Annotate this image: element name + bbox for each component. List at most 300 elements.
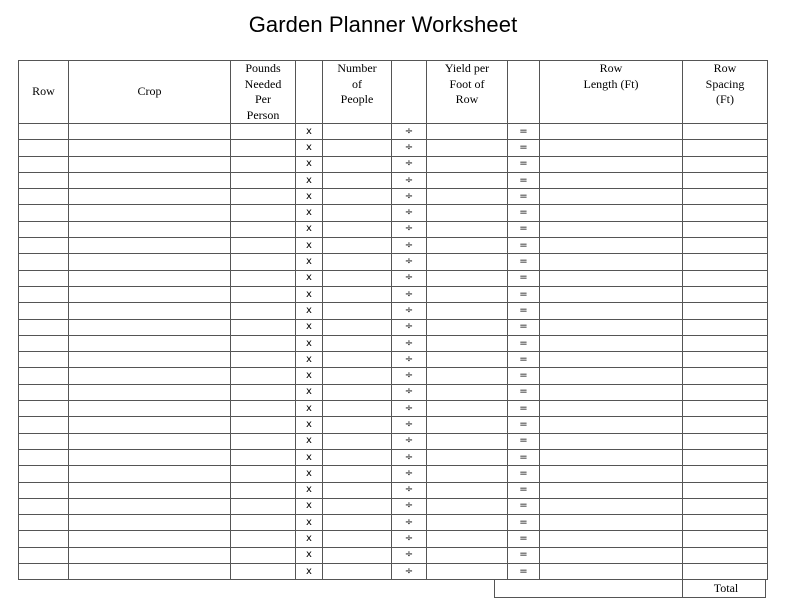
cell-pounds-needed[interactable] xyxy=(231,531,296,547)
cell-row-length[interactable] xyxy=(540,368,683,384)
cell-number-of-people[interactable] xyxy=(323,449,392,465)
table-row xyxy=(19,124,768,140)
cell-equals: = xyxy=(508,352,540,368)
cell-yield-per-foot[interactable] xyxy=(427,547,508,563)
cell-row-number[interactable] xyxy=(19,482,69,498)
table-row xyxy=(19,221,768,237)
cell-number-of-people[interactable] xyxy=(323,172,392,188)
cell-crop[interactable] xyxy=(69,433,231,449)
cell-row-length[interactable] xyxy=(540,417,683,433)
cell-equals: = xyxy=(508,254,540,270)
cell-pounds-needed[interactable] xyxy=(231,498,296,514)
cell-row-number[interactable] xyxy=(19,417,69,433)
cell-row-length[interactable] xyxy=(540,205,683,221)
cell-pounds-needed[interactable] xyxy=(231,270,296,286)
cell-number-of-people[interactable] xyxy=(323,417,392,433)
cell-row-length[interactable] xyxy=(540,531,683,547)
cell-pounds-needed[interactable] xyxy=(231,368,296,384)
cell-row-number[interactable] xyxy=(19,286,69,302)
cell-multiply: x xyxy=(296,319,323,335)
cell-crop[interactable] xyxy=(69,124,231,140)
cell-number-of-people[interactable] xyxy=(323,564,392,580)
cell-row-length[interactable] xyxy=(540,352,683,368)
cell-yield-per-foot[interactable] xyxy=(427,189,508,205)
header-people-line-2: of xyxy=(352,76,362,91)
cell-row-number[interactable] xyxy=(19,189,69,205)
cell-row-spacing[interactable] xyxy=(683,303,768,319)
header-divide-gap xyxy=(392,61,427,124)
table-row xyxy=(19,335,768,351)
cell-row-spacing[interactable] xyxy=(683,368,768,384)
cell-row-length[interactable] xyxy=(540,140,683,156)
cell-equals: = xyxy=(508,368,540,384)
cell-row-spacing[interactable] xyxy=(683,205,768,221)
header-pounds-needed xyxy=(231,61,296,124)
cell-equals: = xyxy=(508,384,540,400)
total-label: Total xyxy=(713,581,739,595)
table-row xyxy=(19,482,768,498)
cell-row-number[interactable] xyxy=(19,221,69,237)
cell-row-spacing[interactable] xyxy=(683,466,768,482)
cell-number-of-people[interactable] xyxy=(323,368,392,384)
cell-row-length[interactable] xyxy=(540,270,683,286)
cell-row-length[interactable] xyxy=(540,254,683,270)
cell-row-spacing[interactable] xyxy=(683,270,768,286)
header-length-line-2: Length (Ft) xyxy=(583,76,639,91)
cell-crop[interactable] xyxy=(69,270,231,286)
header-row-length xyxy=(540,61,683,124)
cell-crop[interactable] xyxy=(69,547,231,563)
cell-number-of-people[interactable] xyxy=(323,286,392,302)
cell-yield-per-foot[interactable] xyxy=(427,466,508,482)
cell-crop[interactable] xyxy=(69,189,231,205)
table-row xyxy=(19,384,768,400)
table-row xyxy=(19,401,768,417)
header-people-line-1: Number xyxy=(337,61,377,75)
cell-pounds-needed[interactable] xyxy=(231,172,296,188)
cell-row-length[interactable] xyxy=(540,238,683,254)
cell-crop[interactable] xyxy=(69,140,231,156)
cell-yield-per-foot[interactable] xyxy=(427,286,508,302)
table-row xyxy=(19,368,768,384)
cell-yield-per-foot[interactable] xyxy=(427,205,508,221)
cell-pounds-needed[interactable] xyxy=(231,449,296,465)
table-row xyxy=(19,172,768,188)
cell-yield-per-foot[interactable] xyxy=(427,433,508,449)
cell-row-spacing[interactable] xyxy=(683,482,768,498)
cell-multiply: x xyxy=(296,384,323,400)
cell-yield-per-foot[interactable] xyxy=(427,124,508,140)
cell-row-spacing[interactable] xyxy=(683,515,768,531)
cell-number-of-people[interactable] xyxy=(323,498,392,514)
cell-crop[interactable] xyxy=(69,205,231,221)
cell-divide: ÷ xyxy=(392,270,427,286)
cell-row-number[interactable] xyxy=(19,270,69,286)
cell-number-of-people[interactable] xyxy=(323,531,392,547)
cell-equals: = xyxy=(508,547,540,563)
cell-yield-per-foot[interactable] xyxy=(427,238,508,254)
cell-pounds-needed[interactable] xyxy=(231,205,296,221)
cell-multiply: x xyxy=(296,238,323,254)
cell-multiply: x xyxy=(296,286,323,302)
cell-row-number[interactable] xyxy=(19,531,69,547)
cell-pounds-needed[interactable] xyxy=(231,286,296,302)
cell-divide: ÷ xyxy=(392,482,427,498)
cell-number-of-people[interactable] xyxy=(323,466,392,482)
cell-row-number[interactable] xyxy=(19,547,69,563)
cell-multiply: x xyxy=(296,449,323,465)
cell-pounds-needed[interactable] xyxy=(231,482,296,498)
cell-row-spacing[interactable] xyxy=(683,547,768,563)
cell-row-number[interactable] xyxy=(19,172,69,188)
cell-divide: ÷ xyxy=(392,433,427,449)
cell-row-length[interactable] xyxy=(540,189,683,205)
header-pounds-line-3: Per xyxy=(255,92,271,106)
cell-crop[interactable] xyxy=(69,221,231,237)
cell-divide: ÷ xyxy=(392,564,427,580)
cell-row-spacing[interactable] xyxy=(683,140,768,156)
cell-pounds-needed[interactable] xyxy=(231,221,296,237)
cell-crop[interactable] xyxy=(69,335,231,351)
table-row xyxy=(19,433,768,449)
cell-divide: ÷ xyxy=(392,466,427,482)
cell-pounds-needed[interactable] xyxy=(231,547,296,563)
header-spacing-line-1: Row xyxy=(713,61,737,75)
cell-equals: = xyxy=(508,466,540,482)
cell-equals: = xyxy=(508,221,540,237)
cell-row-number[interactable] xyxy=(19,384,69,400)
header-row-number: Row xyxy=(19,61,69,124)
cell-divide: ÷ xyxy=(392,384,427,400)
cell-equals: = xyxy=(508,124,540,140)
cell-row-length[interactable] xyxy=(540,466,683,482)
cell-yield-per-foot[interactable] xyxy=(427,482,508,498)
cell-number-of-people[interactable] xyxy=(323,384,392,400)
cell-row-number[interactable] xyxy=(19,156,69,172)
cell-crop[interactable] xyxy=(69,384,231,400)
cell-row-spacing[interactable] xyxy=(683,531,768,547)
cell-row-number[interactable] xyxy=(19,303,69,319)
cell-row-number[interactable] xyxy=(19,498,69,514)
cell-yield-per-foot[interactable] xyxy=(427,172,508,188)
cell-number-of-people[interactable] xyxy=(323,335,392,351)
cell-multiply: x xyxy=(296,303,323,319)
cell-yield-per-foot[interactable] xyxy=(427,254,508,270)
cell-yield-per-foot[interactable] xyxy=(427,140,508,156)
cell-pounds-needed[interactable] xyxy=(231,564,296,580)
cell-row-length[interactable] xyxy=(540,124,683,140)
cell-number-of-people[interactable] xyxy=(323,238,392,254)
cell-row-length[interactable] xyxy=(540,547,683,563)
cell-multiply: x xyxy=(296,352,323,368)
cell-equals: = xyxy=(508,482,540,498)
cell-multiply: x xyxy=(296,140,323,156)
cell-crop[interactable] xyxy=(69,254,231,270)
cell-yield-per-foot[interactable] xyxy=(427,531,508,547)
header-people-line-3: People xyxy=(340,92,374,106)
cell-pounds-needed[interactable] xyxy=(231,189,296,205)
table-row xyxy=(19,270,768,286)
table-row xyxy=(19,531,768,547)
cell-row-spacing[interactable] xyxy=(683,384,768,400)
cell-number-of-people[interactable] xyxy=(323,189,392,205)
cell-row-number[interactable] xyxy=(19,449,69,465)
cell-number-of-people[interactable] xyxy=(323,433,392,449)
cell-number-of-people[interactable] xyxy=(323,205,392,221)
cell-row-spacing[interactable] xyxy=(683,449,768,465)
cell-crop[interactable] xyxy=(69,238,231,254)
cell-row-spacing[interactable] xyxy=(683,286,768,302)
cell-multiply: x xyxy=(296,531,323,547)
cell-divide: ÷ xyxy=(392,352,427,368)
cell-row-number[interactable] xyxy=(19,564,69,580)
cell-row-number[interactable] xyxy=(19,401,69,417)
cell-divide: ÷ xyxy=(392,319,427,335)
cell-row-spacing[interactable] xyxy=(683,238,768,254)
cell-number-of-people[interactable] xyxy=(323,156,392,172)
cell-equals: = xyxy=(508,205,540,221)
cell-multiply: x xyxy=(296,189,323,205)
cell-row-number[interactable] xyxy=(19,368,69,384)
cell-yield-per-foot[interactable] xyxy=(427,417,508,433)
page-title: Garden Planner Worksheet xyxy=(248,12,518,37)
cell-yield-per-foot[interactable] xyxy=(427,352,508,368)
cell-row-number[interactable] xyxy=(19,433,69,449)
cell-row-spacing[interactable] xyxy=(683,189,768,205)
cell-row-length[interactable] xyxy=(540,172,683,188)
cell-row-number[interactable] xyxy=(19,140,69,156)
cell-row-number[interactable] xyxy=(19,319,69,335)
cell-crop[interactable] xyxy=(69,368,231,384)
cell-pounds-needed[interactable] xyxy=(231,254,296,270)
cell-row-number[interactable] xyxy=(19,205,69,221)
total-box xyxy=(494,580,766,598)
cell-pounds-needed[interactable] xyxy=(231,417,296,433)
cell-divide: ÷ xyxy=(392,498,427,514)
cell-divide: ÷ xyxy=(392,368,427,384)
cell-row-length[interactable] xyxy=(540,319,683,335)
cell-yield-per-foot[interactable] xyxy=(427,156,508,172)
cell-equals: = xyxy=(508,189,540,205)
cell-row-number[interactable] xyxy=(19,335,69,351)
cell-crop[interactable] xyxy=(69,352,231,368)
cell-row-length[interactable] xyxy=(540,515,683,531)
cell-divide: ÷ xyxy=(392,303,427,319)
cell-pounds-needed[interactable] xyxy=(231,303,296,319)
header-spacing-line-3: (Ft) xyxy=(716,92,734,106)
header-pounds-line-4: Person xyxy=(246,107,280,122)
cell-multiply: x xyxy=(296,368,323,384)
cell-equals: = xyxy=(508,238,540,254)
cell-row-length[interactable] xyxy=(540,384,683,400)
header-pounds-line-2: Needed xyxy=(244,76,282,91)
cell-divide: ÷ xyxy=(392,286,427,302)
cell-row-spacing[interactable] xyxy=(683,335,768,351)
header-number-of-people xyxy=(323,61,392,124)
cell-yield-per-foot[interactable] xyxy=(427,221,508,237)
table-row xyxy=(19,449,768,465)
cell-pounds-needed[interactable] xyxy=(231,401,296,417)
cell-multiply: x xyxy=(296,417,323,433)
cell-row-spacing[interactable] xyxy=(683,401,768,417)
cell-number-of-people[interactable] xyxy=(323,319,392,335)
cell-multiply: x xyxy=(296,482,323,498)
cell-row-length[interactable] xyxy=(540,221,683,237)
cell-pounds-needed[interactable] xyxy=(231,384,296,400)
cell-equals: = xyxy=(508,140,540,156)
cell-yield-per-foot[interactable] xyxy=(427,515,508,531)
table-row xyxy=(19,417,768,433)
cell-divide: ÷ xyxy=(392,124,427,140)
cell-multiply: x xyxy=(296,205,323,221)
cell-pounds-needed[interactable] xyxy=(231,433,296,449)
cell-crop[interactable] xyxy=(69,449,231,465)
cell-yield-per-foot[interactable] xyxy=(427,270,508,286)
cell-number-of-people[interactable] xyxy=(323,547,392,563)
cell-pounds-needed[interactable] xyxy=(231,335,296,351)
cell-multiply: x xyxy=(296,335,323,351)
cell-multiply: x xyxy=(296,270,323,286)
cell-yield-per-foot[interactable] xyxy=(427,303,508,319)
table-row xyxy=(19,189,768,205)
cell-pounds-needed[interactable] xyxy=(231,319,296,335)
cell-crop[interactable] xyxy=(69,564,231,580)
cell-multiply: x xyxy=(296,401,323,417)
cell-yield-per-foot[interactable] xyxy=(427,564,508,580)
cell-multiply: x xyxy=(296,498,323,514)
cell-pounds-needed[interactable] xyxy=(231,156,296,172)
cell-number-of-people[interactable] xyxy=(323,482,392,498)
cell-number-of-people[interactable] xyxy=(323,515,392,531)
cell-number-of-people[interactable] xyxy=(323,124,392,140)
cell-divide: ÷ xyxy=(392,401,427,417)
cell-row-spacing[interactable] xyxy=(683,124,768,140)
table-row xyxy=(19,238,768,254)
cell-crop[interactable] xyxy=(69,466,231,482)
cell-row-number[interactable] xyxy=(19,124,69,140)
table-row xyxy=(19,547,768,563)
cell-row-length[interactable] xyxy=(540,286,683,302)
cell-crop[interactable] xyxy=(69,417,231,433)
header-spacing-line-2: Spacing xyxy=(705,76,745,91)
table-row xyxy=(19,466,768,482)
table-row xyxy=(19,205,768,221)
cell-number-of-people[interactable] xyxy=(323,254,392,270)
cell-number-of-people[interactable] xyxy=(323,270,392,286)
cell-crop[interactable] xyxy=(69,156,231,172)
cell-pounds-needed[interactable] xyxy=(231,238,296,254)
cell-row-spacing[interactable] xyxy=(683,498,768,514)
cell-divide: ÷ xyxy=(392,238,427,254)
cell-row-length[interactable] xyxy=(540,401,683,417)
cell-equals: = xyxy=(508,449,540,465)
cell-multiply: x xyxy=(296,124,323,140)
cell-divide: ÷ xyxy=(392,531,427,547)
cell-yield-per-foot[interactable] xyxy=(427,335,508,351)
cell-row-length[interactable] xyxy=(540,482,683,498)
cell-number-of-people[interactable] xyxy=(323,303,392,319)
cell-row-length[interactable] xyxy=(540,335,683,351)
cell-number-of-people[interactable] xyxy=(323,140,392,156)
cell-row-spacing[interactable] xyxy=(683,352,768,368)
cell-equals: = xyxy=(508,515,540,531)
worksheet-body xyxy=(19,124,768,580)
cell-pounds-needed[interactable] xyxy=(231,466,296,482)
header-yield-line-1: Yield per xyxy=(444,61,490,75)
cell-row-number[interactable] xyxy=(19,352,69,368)
cell-equals: = xyxy=(508,401,540,417)
table-row xyxy=(19,140,768,156)
cell-row-spacing[interactable] xyxy=(683,433,768,449)
cell-yield-per-foot[interactable] xyxy=(427,401,508,417)
cell-crop[interactable] xyxy=(69,319,231,335)
cell-row-number[interactable] xyxy=(19,238,69,254)
cell-crop[interactable] xyxy=(69,515,231,531)
cell-divide: ÷ xyxy=(392,515,427,531)
cell-multiply: x xyxy=(296,564,323,580)
cell-crop[interactable] xyxy=(69,498,231,514)
cell-crop[interactable] xyxy=(69,482,231,498)
cell-yield-per-foot[interactable] xyxy=(427,449,508,465)
table-row xyxy=(19,498,768,514)
cell-row-spacing[interactable] xyxy=(683,417,768,433)
cell-pounds-needed[interactable] xyxy=(231,515,296,531)
cell-row-number[interactable] xyxy=(19,515,69,531)
cell-pounds-needed[interactable] xyxy=(231,352,296,368)
cell-crop[interactable] xyxy=(69,401,231,417)
cell-divide: ÷ xyxy=(392,172,427,188)
cell-multiply: x xyxy=(296,254,323,270)
cell-equals: = xyxy=(508,172,540,188)
cell-divide: ÷ xyxy=(392,156,427,172)
cell-row-spacing[interactable] xyxy=(683,156,768,172)
cell-yield-per-foot[interactable] xyxy=(427,384,508,400)
cell-multiply: x xyxy=(296,156,323,172)
cell-crop[interactable] xyxy=(69,172,231,188)
cell-equals: = xyxy=(508,417,540,433)
cell-row-number[interactable] xyxy=(19,254,69,270)
table-row xyxy=(19,319,768,335)
cell-divide: ÷ xyxy=(392,254,427,270)
cell-pounds-needed[interactable] xyxy=(231,140,296,156)
cell-row-number[interactable] xyxy=(19,466,69,482)
cell-row-spacing[interactable] xyxy=(683,254,768,270)
cell-equals: = xyxy=(508,156,540,172)
cell-row-length[interactable] xyxy=(540,303,683,319)
cell-yield-per-foot[interactable] xyxy=(427,368,508,384)
cell-yield-per-foot[interactable] xyxy=(427,319,508,335)
header-multiply-gap xyxy=(296,61,323,124)
cell-row-length[interactable] xyxy=(540,498,683,514)
cell-number-of-people[interactable] xyxy=(323,352,392,368)
cell-divide: ÷ xyxy=(392,449,427,465)
cell-row-length[interactable] xyxy=(540,449,683,465)
cell-crop[interactable] xyxy=(69,531,231,547)
cell-row-length[interactable] xyxy=(540,156,683,172)
cell-crop[interactable] xyxy=(69,303,231,319)
cell-crop[interactable] xyxy=(69,286,231,302)
cell-yield-per-foot[interactable] xyxy=(427,498,508,514)
cell-row-spacing[interactable] xyxy=(683,319,768,335)
cell-row-length[interactable] xyxy=(540,564,683,580)
cell-row-spacing[interactable] xyxy=(683,221,768,237)
cell-number-of-people[interactable] xyxy=(323,221,392,237)
cell-row-spacing[interactable] xyxy=(683,564,768,580)
cell-number-of-people[interactable] xyxy=(323,401,392,417)
cell-row-spacing[interactable] xyxy=(683,172,768,188)
cell-pounds-needed[interactable] xyxy=(231,124,296,140)
cell-row-length[interactable] xyxy=(540,433,683,449)
